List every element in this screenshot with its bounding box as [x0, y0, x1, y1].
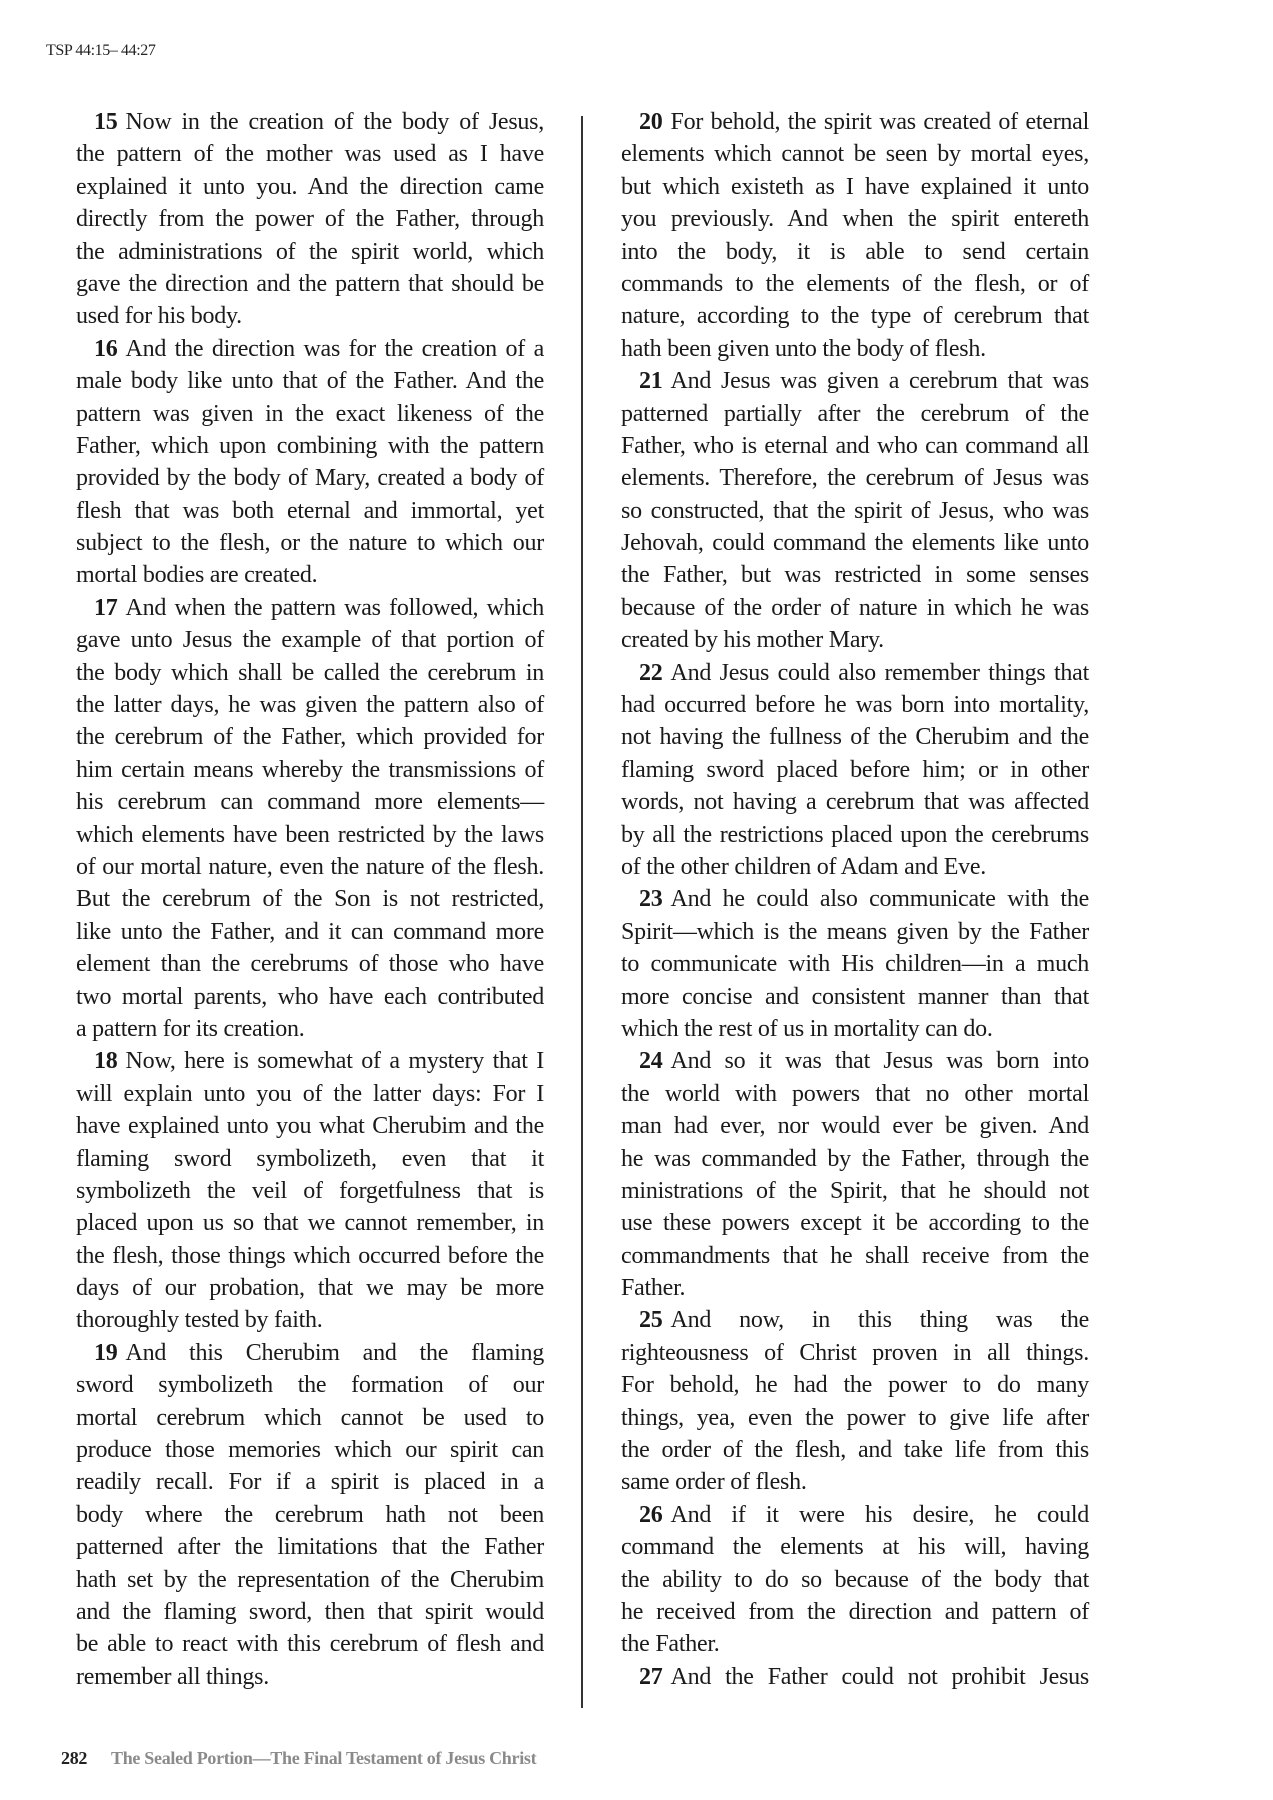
line-text: For behold, he had the power to do many — [621, 1372, 1089, 1399]
line-text: to communicate with His children—in a much — [621, 951, 1089, 978]
line-text: because of the order of nature in which he was — [621, 594, 1089, 621]
text-line — [621, 1531, 1089, 1563]
verse-number: 24 — [639, 1048, 663, 1075]
text-line — [76, 333, 544, 365]
line-text: into the body, it is able to send certain — [621, 238, 1089, 265]
text-line — [76, 527, 544, 559]
text-line — [621, 398, 1089, 430]
text-line — [621, 689, 1089, 721]
column-divider — [581, 116, 583, 1708]
line-text: righteousness of Christ proven in all things. — [621, 1339, 1089, 1366]
verse-22 — [621, 657, 1089, 884]
text-line — [76, 1402, 544, 1434]
verse-number: 23 — [639, 886, 663, 913]
line-text: And Jesus could also remember things that — [670, 659, 1089, 686]
line-text: readily recall. For if a spirit is placed in a — [76, 1469, 544, 1496]
text-line — [621, 1272, 1089, 1304]
text-line — [621, 1078, 1089, 1110]
text-line — [621, 883, 1089, 915]
line-text: used for his body. — [76, 303, 242, 330]
text-line — [76, 1078, 544, 1110]
text-line — [76, 883, 544, 915]
text-line — [621, 1337, 1089, 1369]
line-text: pattern was given in the exact likeness of the — [76, 400, 544, 427]
line-text: the latter days, he was given the pattern also of — [76, 692, 544, 719]
text-line — [621, 1661, 1089, 1693]
text-line — [76, 495, 544, 527]
verse-24 — [621, 1045, 1089, 1304]
text-line — [621, 430, 1089, 462]
text-line — [621, 495, 1089, 527]
page-footer — [61, 1748, 536, 1769]
verse-number: 15 — [94, 109, 118, 135]
line-text: days of our probation, that we may be more — [76, 1275, 544, 1302]
book-title: The Sealed Portion—The Final Testament of Jesus Christ — [110, 1748, 537, 1768]
line-text: have explained unto you what Cherubim and the — [76, 1113, 544, 1140]
text-line — [76, 786, 544, 818]
line-text: And the Father could not prohibit Jesus — [670, 1663, 1089, 1690]
verse-18 — [76, 1045, 544, 1337]
line-text: For behold, the spirit was created of eternal — [670, 109, 1089, 135]
line-text: so constructed, that the spirit of Jesus, who was — [621, 497, 1089, 524]
text-line — [621, 624, 1089, 656]
text-line — [621, 1434, 1089, 1466]
text-line — [76, 1596, 544, 1628]
text-line — [76, 948, 544, 980]
text-line — [621, 981, 1089, 1013]
text-line — [621, 203, 1089, 235]
text-line — [621, 1596, 1089, 1628]
line-text: Jehovah, could command the elements like unto — [621, 530, 1089, 557]
text-line — [76, 1564, 544, 1596]
line-text: element than the cerebrums of those who have — [76, 951, 544, 978]
line-text: elements. Therefore, the cerebrum of Jesus was — [621, 465, 1089, 492]
line-text: the order of the flesh, and take life from this — [621, 1437, 1089, 1464]
line-text: Father. — [621, 1275, 686, 1302]
line-text: a pattern for its creation. — [76, 1015, 305, 1042]
text-line — [621, 1143, 1089, 1175]
text-line — [621, 1628, 1089, 1660]
text-line — [76, 1175, 544, 1207]
verse-25 — [621, 1304, 1089, 1498]
verse-number: 25 — [639, 1307, 663, 1334]
line-text: the world with powers that no other mortal — [621, 1080, 1089, 1107]
text-line — [621, 1369, 1089, 1401]
verse-16 — [76, 333, 544, 592]
text-line — [76, 592, 544, 624]
line-text: elements which cannot be seen by mortal eyes, — [621, 141, 1089, 168]
verse-number: 16 — [94, 335, 118, 362]
text-line — [76, 398, 544, 430]
text-line — [76, 721, 544, 753]
verse-number: 22 — [639, 659, 663, 686]
text-line — [76, 430, 544, 462]
line-text: patterned partially after the cerebrum of the — [621, 400, 1089, 427]
line-text: and the flaming sword, then that spirit would — [76, 1598, 544, 1625]
line-text: Now in the creation of the body of Jesus, — [125, 109, 544, 135]
text-line — [76, 236, 544, 268]
line-text: had occurred before he was born into mortality, — [621, 692, 1089, 719]
line-text: placed upon us so that we cannot remember, in — [76, 1210, 544, 1237]
text-line — [621, 268, 1089, 300]
verse-20 — [621, 106, 1089, 365]
line-text: created by his mother Mary. — [621, 627, 884, 654]
line-text: he was commanded by the Father, through the — [621, 1145, 1089, 1172]
text-line — [76, 1369, 544, 1401]
line-text: mortal cerebrum which cannot be used to — [76, 1404, 544, 1431]
line-text: remember all things. — [76, 1663, 269, 1690]
text-line — [76, 1531, 544, 1563]
line-text: the pattern of the mother was used as I have — [76, 141, 544, 168]
line-text: will explain unto you of the latter days: For I — [76, 1080, 544, 1107]
line-text: use these powers except it be according to the — [621, 1210, 1089, 1237]
text-line — [621, 1240, 1089, 1272]
verse-number: 27 — [639, 1663, 663, 1690]
line-text: Father, who is eternal and who can command all — [621, 432, 1089, 459]
line-text: patterned after the limitations that the Father — [76, 1534, 544, 1561]
text-line — [76, 851, 544, 883]
text-line — [621, 1110, 1089, 1142]
line-text: And Jesus was given a cerebrum that was — [670, 368, 1089, 395]
text-line — [76, 268, 544, 300]
line-text: commandments that he shall receive from the — [621, 1242, 1089, 1269]
text-line — [621, 1499, 1089, 1531]
verse-number: 26 — [639, 1501, 663, 1528]
text-line — [76, 1240, 544, 1272]
text-line — [76, 981, 544, 1013]
text-line — [76, 462, 544, 494]
line-text: by all the restrictions placed upon the cerebrums — [621, 821, 1089, 848]
line-text: And he could also communicate with the — [670, 886, 1089, 913]
line-text: gave the direction and the pattern that should be — [76, 270, 544, 297]
line-text: And this Cherubim and the flaming — [125, 1339, 544, 1366]
verse-23 — [621, 883, 1089, 1045]
line-text: the cerebrum of the Father, which provided for — [76, 724, 544, 751]
line-text: which elements have been restricted by the laws — [76, 821, 544, 848]
text-line — [76, 1207, 544, 1239]
text-line — [621, 559, 1089, 591]
text-line — [621, 300, 1089, 332]
right-column — [621, 106, 1089, 1693]
line-text: more concise and consistent manner than that — [621, 983, 1089, 1010]
line-text: two mortal parents, who have each contributed — [76, 983, 544, 1010]
line-text: Now, here is somewhat of a mystery that I — [125, 1048, 544, 1075]
line-text: the Father. — [621, 1631, 720, 1658]
verse-21 — [621, 365, 1089, 657]
line-text: but which existeth as I have explained it unto — [621, 173, 1089, 200]
text-line — [621, 1466, 1089, 1498]
page-number: 282 — [61, 1748, 88, 1768]
line-text: symbolizeth the veil of forgetfulness that is — [76, 1177, 544, 1204]
line-text: he received from the direction and pattern of — [621, 1598, 1089, 1625]
line-text: And the direction was for the creation of a — [125, 335, 544, 362]
text-line — [76, 1143, 544, 1175]
line-text: the flesh, those things which occurred before the — [76, 1242, 544, 1269]
line-text: man had ever, nor would ever be given. And — [621, 1113, 1089, 1140]
text-line — [76, 754, 544, 786]
text-line — [621, 171, 1089, 203]
text-line — [76, 300, 544, 332]
verse-15 — [76, 106, 544, 333]
line-text: the ability to do so because of the body that — [621, 1566, 1089, 1593]
text-line — [621, 851, 1089, 883]
line-text: the Father, but was restricted in some senses — [621, 562, 1089, 589]
text-line — [76, 365, 544, 397]
text-line — [76, 657, 544, 689]
text-line — [76, 1272, 544, 1304]
text-line — [621, 365, 1089, 397]
line-text: provided by the body of Mary, created a body of — [76, 465, 544, 492]
line-text: male body like unto that of the Father. And the — [76, 368, 544, 395]
text-line — [621, 754, 1089, 786]
line-text: And when the pattern was followed, which — [125, 594, 544, 621]
line-text: of the other children of Adam and Eve. — [621, 853, 987, 880]
text-line — [621, 1304, 1089, 1336]
line-text: same order of flesh. — [621, 1469, 807, 1496]
line-text: And now, in this thing was the — [670, 1307, 1089, 1334]
text-line — [621, 819, 1089, 851]
text-line — [621, 236, 1089, 268]
line-text: words, not having a cerebrum that was affected — [621, 789, 1089, 816]
line-text: gave unto Jesus the example of that portion of — [76, 627, 544, 654]
line-text: And so it was that Jesus was born into — [670, 1048, 1089, 1075]
text-line — [621, 786, 1089, 818]
text-line — [76, 1628, 544, 1660]
text-line — [76, 1661, 544, 1693]
text-line — [621, 1402, 1089, 1434]
line-text: Spirit—which is the means given by the Father — [621, 918, 1089, 945]
verse-17 — [76, 592, 544, 1045]
text-line — [76, 1434, 544, 1466]
text-line — [76, 819, 544, 851]
text-line — [621, 106, 1089, 138]
text-line — [621, 1013, 1089, 1045]
text-line — [621, 462, 1089, 494]
text-line — [621, 138, 1089, 170]
text-line — [621, 592, 1089, 624]
line-text: of our mortal nature, even the nature of the flesh. — [76, 853, 544, 880]
line-text: Father, which upon combining with the pattern — [76, 432, 544, 459]
line-text: flesh that was both eternal and immortal, yet — [76, 497, 544, 524]
text-line — [621, 1175, 1089, 1207]
line-text: not having the fullness of the Cherubim and the — [621, 724, 1089, 751]
verse-number: 20 — [639, 109, 663, 135]
line-text: flaming sword placed before him; or in other — [621, 756, 1089, 783]
text-line — [621, 1207, 1089, 1239]
text-line — [76, 1499, 544, 1531]
text-line — [76, 1045, 544, 1077]
line-text: you previously. And when the spirit entereth — [621, 206, 1089, 233]
line-text: command the elements at his will, having — [621, 1534, 1089, 1561]
line-text: him certain means whereby the transmissions of — [76, 756, 544, 783]
line-text: the body which shall be called the cerebrum in — [76, 659, 544, 686]
text-line — [621, 657, 1089, 689]
text-line — [621, 916, 1089, 948]
text-line — [76, 1304, 544, 1336]
text-line — [76, 138, 544, 170]
line-text: flaming sword symbolizeth, even that it — [76, 1145, 544, 1172]
text-line — [76, 203, 544, 235]
line-text: which the rest of us in mortality can do. — [621, 1015, 993, 1042]
text-line — [621, 1564, 1089, 1596]
line-text: explained it unto you. And the direction came — [76, 173, 544, 200]
text-line — [76, 1110, 544, 1142]
line-text: be able to react with this cerebrum of flesh and — [76, 1631, 544, 1658]
text-line — [621, 333, 1089, 365]
text-line — [76, 1466, 544, 1498]
verse-26 — [621, 1499, 1089, 1661]
line-text: body where the cerebrum hath not been — [76, 1501, 544, 1528]
line-text: And if it were his desire, he could — [670, 1501, 1089, 1528]
verse-number: 17 — [94, 594, 118, 621]
line-text: produce those memories which our spirit can — [76, 1437, 544, 1464]
text-line — [76, 171, 544, 203]
text-line — [76, 1013, 544, 1045]
line-text: like unto the Father, and it can command more — [76, 918, 544, 945]
line-text: the administrations of the spirit world, which — [76, 238, 544, 265]
text-line — [76, 624, 544, 656]
line-text: sword symbolizeth the formation of our — [76, 1372, 544, 1399]
line-text: But the cerebrum of the Son is not restricted, — [76, 886, 544, 913]
verse-number: 21 — [639, 368, 663, 395]
text-line — [621, 721, 1089, 753]
line-text: things, yea, even the power to give life after — [621, 1404, 1089, 1431]
verse-number: 19 — [94, 1339, 118, 1366]
line-text: hath set by the representation of the Cherubim — [76, 1566, 544, 1593]
left-column — [76, 106, 544, 1693]
line-text: ministrations of the Spirit, that he should not — [621, 1177, 1089, 1204]
text-line — [76, 916, 544, 948]
verse-number: 18 — [94, 1048, 118, 1075]
line-text: commands to the elements of the flesh, or of — [621, 270, 1089, 297]
line-text: hath been given unto the body of flesh. — [621, 335, 986, 362]
text-line — [621, 1045, 1089, 1077]
line-text: mortal bodies are created. — [76, 562, 318, 589]
line-text: his cerebrum can command more elements— — [76, 789, 544, 816]
text-line — [76, 106, 544, 138]
line-text: nature, according to the type of cerebrum that — [621, 303, 1089, 330]
line-text: directly from the power of the Father, through — [76, 206, 544, 233]
text-line — [621, 527, 1089, 559]
verse-27 — [621, 1661, 1089, 1693]
line-text: subject to the flesh, or the nature to which our — [76, 530, 544, 557]
line-text: thoroughly tested by faith. — [76, 1307, 323, 1334]
text-line — [76, 559, 544, 591]
text-line — [621, 948, 1089, 980]
running-head: TSP 44:15– 44:27 — [46, 42, 156, 59]
text-line — [76, 1337, 544, 1369]
verse-19 — [76, 1337, 544, 1693]
text-line — [76, 689, 544, 721]
